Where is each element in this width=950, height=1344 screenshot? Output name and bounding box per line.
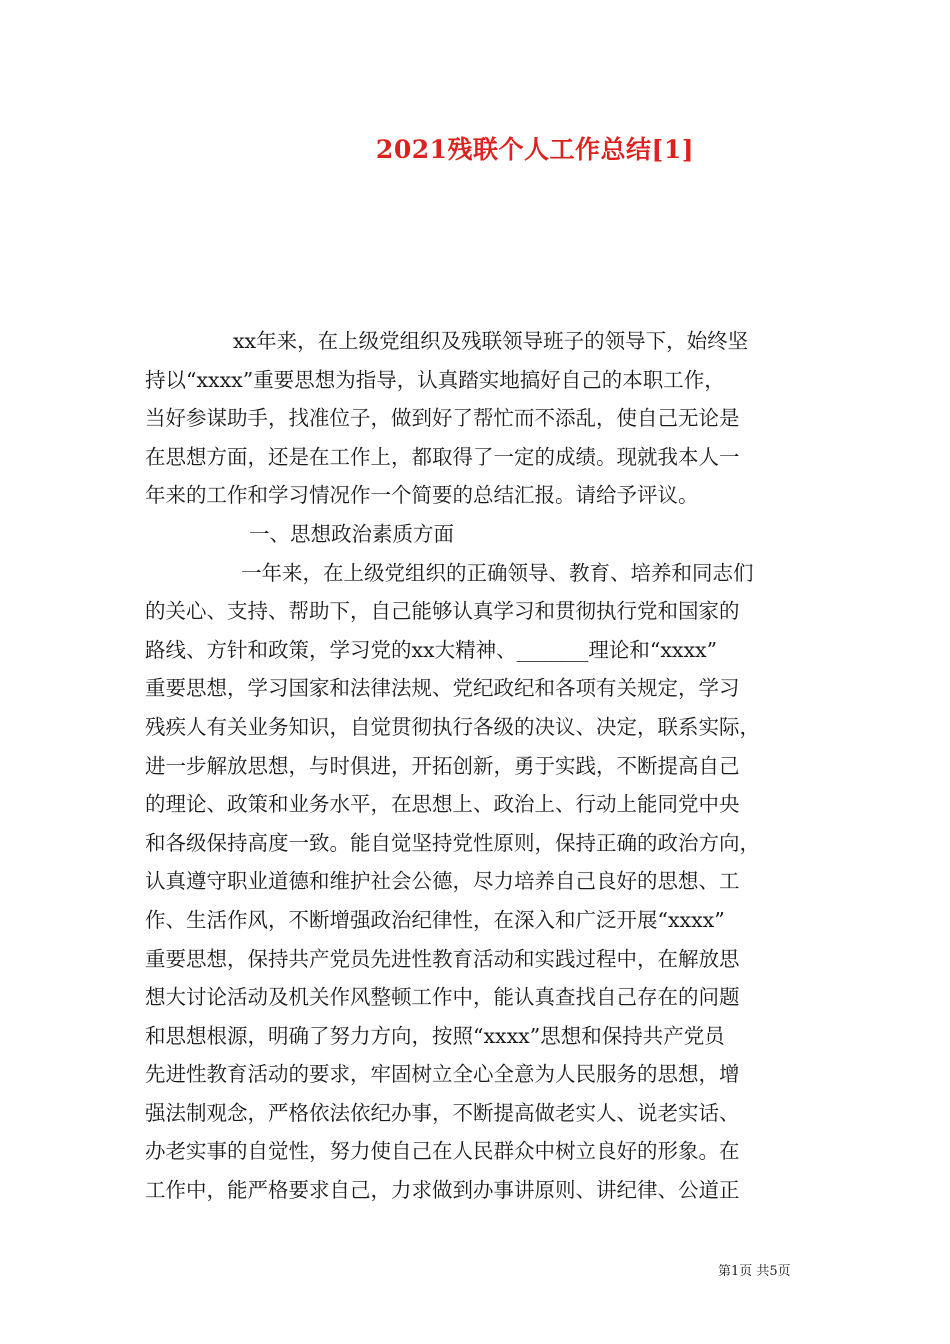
document-body <box>145 322 805 1210</box>
paragraph-line: 当好参谋助手，找准位子，做到好了帮忙而不添乱，使自己无论是 <box>145 406 740 431</box>
section-heading: 一、思想政治素质方面 <box>249 521 454 546</box>
paragraph-line: 在思想方面，还是在工作上，都取得了一定的成绩。现就我本人一 <box>145 444 740 469</box>
paragraph-line: 的理论、政策和业务水平，在思想上、政治上、行动上能同党中央 <box>145 792 740 817</box>
paragraph-line: 和思想根源，明确了努力方向，按照“xxxx”思想和保持共产党员 <box>145 1023 725 1048</box>
page-footer: 第1页 共5页 <box>718 1264 791 1279</box>
paragraph-line: 一年来，在上级党组织的正确领导、教育、培养和同志们 <box>241 560 754 585</box>
paragraph-line: 年来的工作和学习情况作一个简要的总结汇报。请给予评议。 <box>145 483 699 508</box>
paragraph-line: 想大讨论活动及机关作风整顿工作中，能认真查找自己存在的问题 <box>145 985 740 1010</box>
paragraph-line: 重要思想，保持共产党员先进性教育活动和实践过程中，在解放思 <box>145 946 740 971</box>
paragraph-line: 重要思想，学习国家和法律法规、党纪政纪和各项有关规定，学习 <box>145 676 740 701</box>
paragraph-line: 路线、方针和政策，学习党的xx大精神、_______理论和“xxxx” <box>145 637 718 662</box>
paragraph-line: 持以“xxxx”重要思想为指导，认真踏实地搞好自己的本职工作， <box>145 367 725 392</box>
paragraph-line: 先进性教育活动的要求，牢固树立全心全意为人民服务的思想，增 <box>145 1062 740 1087</box>
paragraph-line: xx年来，在上级党组织及残联领导班子的领导下，始终坚 <box>233 329 749 353</box>
paragraph-line: 办老实事的自觉性，努力使自己在人民群众中树立良好的形象。在 <box>145 1139 740 1164</box>
paragraph-line: 认真遵守职业道德和维护社会公德，尽力培养自己良好的思想、工 <box>145 869 740 894</box>
paragraph-line: 残疾人有关业务知识，自觉贯彻执行各级的决议、决定，联系实际， <box>145 714 760 739</box>
paragraph-line: 工作中，能严格要求自己，力求做到办事讲原则、讲纪律、公道正 <box>145 1178 740 1203</box>
paragraph-line: 作、生活作风，不断增强政治纪律性，在深入和广泛开展“xxxx” <box>145 907 725 932</box>
paragraph-line: 和各级保持高度一致。能自觉坚持党性原则，保持正确的政治方向， <box>145 830 760 855</box>
paragraph-line: 强法制观念，严格依法依纪办事，不断提高做老实人、说老实话、 <box>145 1100 740 1125</box>
document-title-text: 2021残联个人工作总结[1] <box>375 135 695 164</box>
document-title <box>0 133 950 167</box>
paragraph-line: 进一步解放思想，与时俱进，开拓创新，勇于实践，不断提高自己 <box>145 753 740 778</box>
paragraph-line: 的关心、支持、帮助下，自己能够认真学习和贯彻执行党和国家的 <box>145 599 740 624</box>
